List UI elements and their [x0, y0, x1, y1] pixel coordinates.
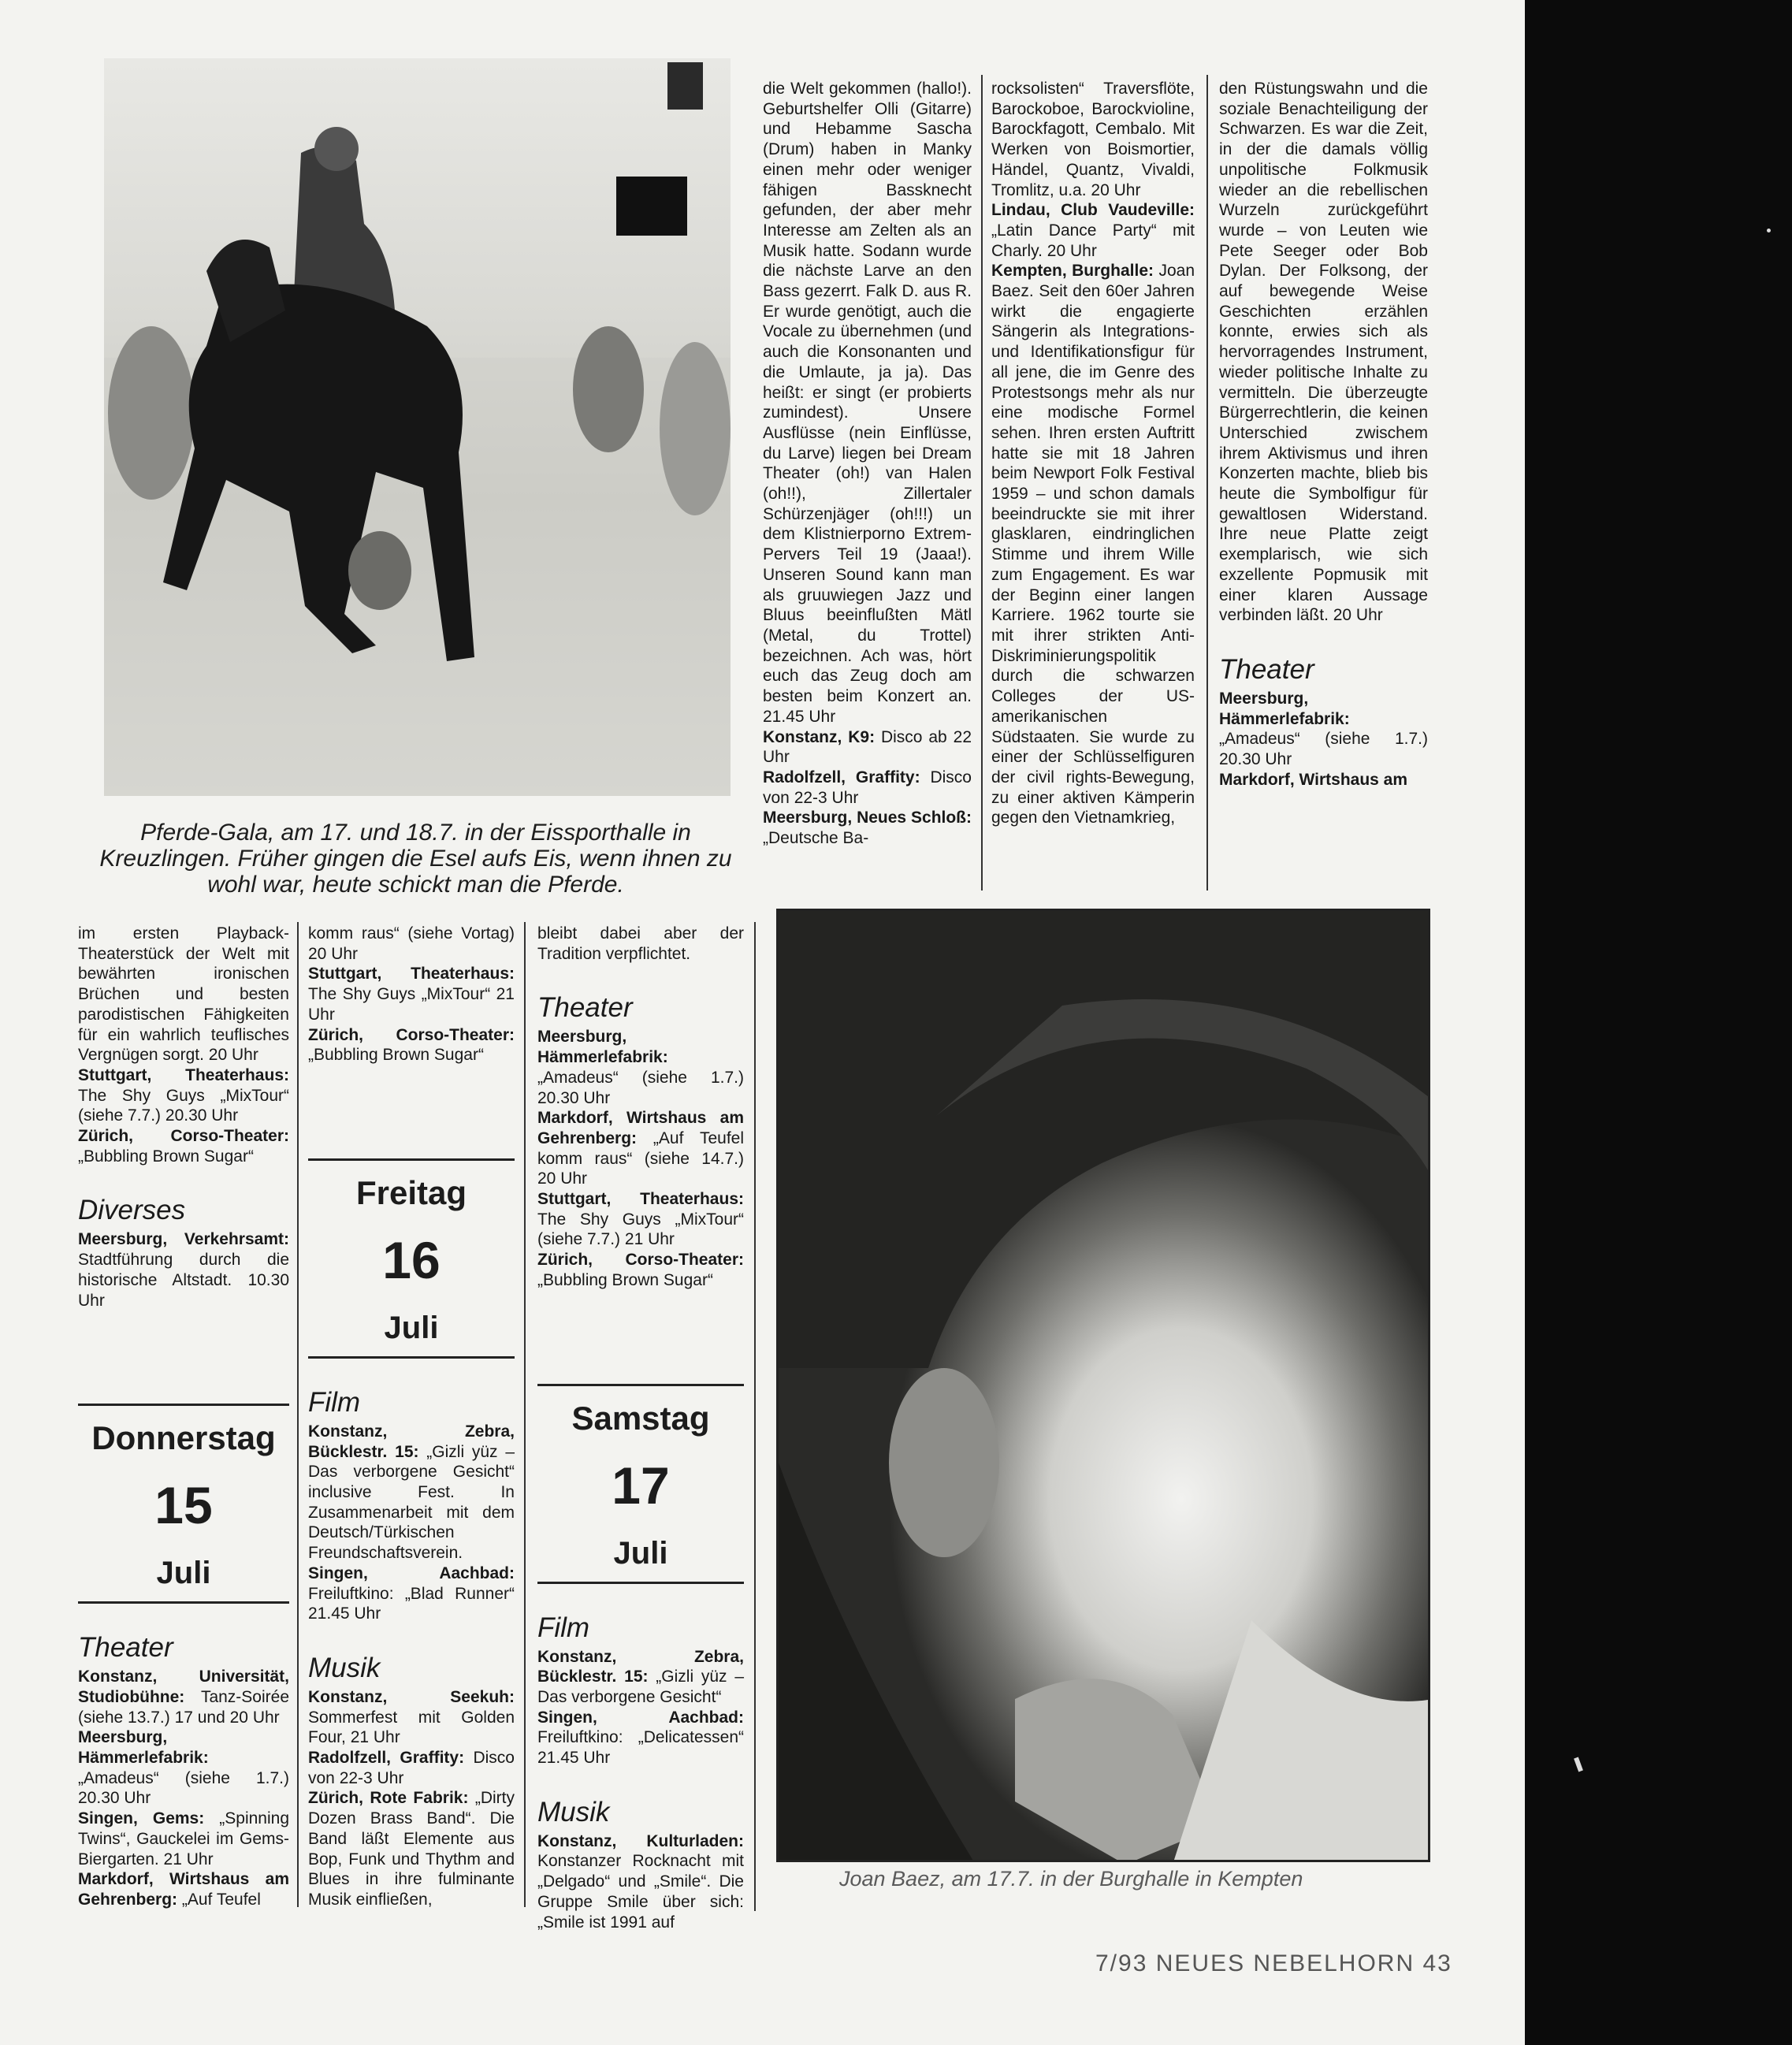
listing-entry [308, 1748, 515, 1788]
venue-label: Konstanz, Universität, Studiobühne: [78, 1668, 289, 1706]
scan-dust-speck [1767, 229, 1771, 232]
venue-label: Stuttgart, Theaterhaus: [308, 965, 515, 983]
listing-entry [308, 1025, 515, 1065]
article-column-3 [1219, 79, 1428, 790]
listing-entry [308, 924, 515, 964]
month-label: Juli [384, 1310, 439, 1345]
listing-text: „Auf Teufel komm raus“ (siehe 14.7.) 20 Uhr [537, 1128, 744, 1188]
listing-entry [537, 1647, 744, 1708]
section-heading: Film [537, 1612, 590, 1643]
section-heading: Theater [78, 1632, 173, 1664]
scan-dust-speck [1574, 1757, 1583, 1772]
venue-label: Stuttgart, Theaterhaus: [78, 1065, 289, 1084]
venue-label: Konstanz, Kulturladen: [537, 1831, 744, 1850]
day-number: 15 [154, 1476, 213, 1535]
listing-entry [78, 1809, 289, 1869]
venue-label: Zürich, Rote Fabrik: [308, 1789, 469, 1808]
venue-label: Singen, Gems: [78, 1809, 205, 1828]
horse-rider-illustration [104, 58, 731, 796]
listing-entry [537, 1189, 744, 1250]
listing-entry [763, 808, 972, 848]
listing-text: die Welt gekommen (hallo!). Geburtshelfer Olli (Gitarre) und Hebamme Sascha (Drum) haben in Manky einen mehr oder weniger fähigen Bassknecht gefunden, der aber mehr Interesse am Zelten als an Musik hatte. Sodann wurde die nächste Larve an den Bass gezerrt. Falk D. aus R. Er wurde genötigt, auch die Vocale zu übernehmen (und auch die Konsonanten und die Umlaute, ja ja). Das heißt: er singt (er probierts zumindest). Unsere Ausflüsse (nein Einflüsse, du Larve) liegen bei Dream Theater (oh!) van Halen (oh!!), Zillertaler Schürzenjäger (oh!!!) un dem Klistnierporno Extrem-Pervers Teil 19 (Jaaa!). Unseren Sound kann man als gruuwiegen Jazz und Bluus beeinflußten Mätl (Metal, du Trottel) bezeichnen. Ach was, hört euch das Zeug doch am besten beim Konzert an. 21.45 Uhr [763, 80, 972, 726]
listing-entry [78, 924, 289, 1065]
listing-text: „Auf Teufel [177, 1890, 261, 1909]
listing-entry [78, 1869, 289, 1909]
venue-label: Radolfzell, Graffity: [308, 1749, 465, 1768]
listing-text: „Amadeus“ (siehe 1.7.) 20.30 Uhr [537, 1068, 744, 1107]
listing-entry [308, 964, 515, 1024]
listing-entry [78, 1727, 289, 1809]
listing-entry [763, 768, 972, 808]
calendar-column-3 [537, 924, 744, 1932]
listing-text: „Deutsche Ba- [763, 829, 869, 848]
listing-entry [308, 1422, 515, 1563]
month-label: Juli [156, 1556, 211, 1591]
day-header [308, 1158, 515, 1359]
venue-label: Konstanz, Seekuh: [308, 1687, 515, 1706]
venue-label: Markdorf, Wirtshaus am [1219, 770, 1408, 789]
horse-gala-photo [104, 58, 731, 796]
venue-label: Meersburg, Hämmerlefabrik: [537, 1028, 668, 1067]
listing-text: „Dirty Dozen Brass Band“. Die Band läßt Elemente aus Bop, Funk und Thythm and Blues in ihre fulminante Musik einfließen, [308, 1789, 515, 1909]
listing-text: „Gizli yüz – Das verborgene Gesicht“ inclusive Fest. In Zusammenarbeit mit dem Deutsch/Türkischen Freundschaftsverein. [308, 1442, 515, 1563]
venue-label: Singen, Aachbad: [308, 1563, 515, 1582]
venue-label: Markdorf, Wirtshaus am Gehrenberg: [78, 1870, 289, 1909]
venue-label: Konstanz, Zebra, Bücklestr. 15: [308, 1422, 515, 1461]
article-column-1 [763, 79, 972, 849]
section-heading: Film [308, 1386, 361, 1418]
listing-text: Konstanzer Rocknacht mit „Delgado“ und „Smile“. Die Gruppe Smile über sich: „Smile ist 1991 auf [537, 1852, 744, 1932]
listing-text: Freiluftkino: „Delicatessen“ 21.45 Uhr [537, 1728, 744, 1768]
listing-text: The Shy Guys „MixTour“ (siehe 7.7.) 21 Uhr [537, 1210, 744, 1249]
venue-label: Radolfzell, Graffity: [763, 768, 920, 786]
venue-label: Singen, Aachbad: [537, 1708, 744, 1727]
listing-text: „Bubbling Brown Sugar“ [308, 1046, 484, 1065]
column-divider [524, 922, 526, 1907]
section-heading: Musik [537, 1796, 610, 1827]
day-header [537, 1384, 744, 1584]
listing-text: „Gizli yüz – Das verborgene Gesicht“ [537, 1668, 745, 1706]
listing-text: Disco ab 22 Uhr [763, 727, 972, 767]
listing-text: den Rüstungswahn und die soziale Benachteiligung der Schwarzen. Es war die Zeit, in der die damals völlig unpolitische Folkmusik wieder an die rebellischen Wurzeln zurückgeführt wurde – von Leuten wie Pete Seeger oder Bob Dylan. Der Folksong, der auf bewegende Weise Geschichten erzählen konnte, erwies sich als hervorragendes Instrument, wieder politische Inhalte zu vermitteln. Die überzeugte Bürgerrechtlerin, die keinen Unterschied zwischem ihrem Aktivismus und ihren Konzerten machte, blieb bis heute die Symbolfigur für gewaltlosen Widerstand. Ihre neue Platte zeigt exemplarisch, wie sich exzellente Popmusik mit einer klaren Aussage verbinden läßt. 20 Uhr [1219, 80, 1428, 625]
weekday-label: Freitag [355, 1173, 467, 1211]
listing-text: „Amadeus“ (siehe 1.7.) 20.30 Uhr [1219, 730, 1428, 769]
listing-entry [1219, 770, 1428, 790]
month-label: Juli [613, 1535, 668, 1571]
listing-text: rocksolisten“ Traversflöte, Barockoboe, Barockvioline, Barockfagott, Cembalo. Mit Werken von Boismortier, Händel, Quantz, Vivaldi, Tromlitz, u.a. 20 Uhr [991, 80, 1195, 199]
listing-entry [78, 1667, 289, 1727]
venue-label: Kempten, Burghalle: [991, 262, 1154, 281]
listing-entry [537, 1108, 744, 1189]
calendar-column-2 [308, 924, 515, 1910]
venue-label: Meersburg, Verkehrsamt: [78, 1230, 289, 1249]
listing-entry [991, 200, 1195, 261]
day-number: 16 [382, 1230, 441, 1289]
listing-text: The Shy Guys „MixTour“ 21 Uhr [308, 985, 515, 1024]
joan-baez-photo [776, 909, 1430, 1862]
listing-entry [308, 1788, 515, 1909]
listing-text: „Amadeus“ (siehe 1.7.) 20.30 Uhr [78, 1768, 289, 1808]
venue-label: Meersburg, Hämmerlefabrik: [1219, 689, 1350, 728]
venue-label: Konstanz, K9: [763, 727, 876, 746]
listing-entry [537, 1027, 744, 1108]
section-heading: Theater [1219, 653, 1314, 685]
article-column-2 [991, 79, 1195, 828]
column-divider [754, 922, 756, 1911]
listing-text: Sommerfest mit Golden Four, 21 Uhr [308, 1708, 515, 1747]
section-heading: Diverses [78, 1195, 186, 1226]
calendar-column-1 [78, 924, 289, 1910]
venue-label: Lindau, Club Vaudeville: [991, 201, 1195, 220]
listing-entry [78, 1126, 289, 1166]
listing-entry [78, 1065, 289, 1126]
listing-text: komm raus“ (siehe Vortag) 20 Uhr [308, 924, 515, 963]
day-header [78, 1404, 289, 1604]
venue-label: Meersburg, Neues Schloß: [763, 809, 972, 827]
day-number: 17 [612, 1456, 670, 1515]
horse-gala-caption: Pferde-Gala, am 17. und 18.7. in der Eissporthalle in Kreuzlingen. Früher gingen die Esel aufs Eis, wenn ihnen zu wohl war, heute schickt man die Pferde. [99, 820, 732, 898]
listing-text: „Bubbling Brown Sugar“ [78, 1147, 254, 1166]
weekday-label: Samstag [571, 1399, 710, 1437]
venue-label: Zürich, Corso-Theater: [308, 1025, 515, 1044]
listing-text: „Latin Dance Party“ mit Charly. 20 Uhr [991, 221, 1195, 260]
listing-text: „Spinning Twins“, Gauckelei im Gems-Biergarten. 21 Uhr [78, 1809, 289, 1868]
listing-entry [1219, 79, 1428, 626]
column-divider [297, 922, 299, 1907]
listing-text: im ersten Playback-Theaterstück der Welt mit bewährten ironischen Brüchen und besten parodistischen Fähigkeiten für ein wahrlich teuflisches Vergnügen sorgt. 20 Uhr [78, 924, 289, 1065]
listing-text: Disco von 22-3 Uhr [763, 768, 972, 807]
listing-entry [537, 1708, 744, 1768]
section-heading: Musik [308, 1652, 381, 1683]
joan-baez-caption: Joan Baez, am 17.7. in der Burghalle in Kempten [839, 1867, 1303, 1891]
listing-entry [537, 1831, 744, 1933]
listing-entry [1219, 689, 1428, 770]
portrait-illustration [779, 911, 1430, 1862]
listing-entry [763, 79, 972, 727]
column-divider [981, 75, 983, 891]
page-footer: 7/93 NEUES NEBELHORN 43 [1095, 1950, 1452, 1976]
listing-text: „Bubbling Brown Sugar“ [537, 1270, 713, 1289]
listing-text: Joan Baez. Seit den 60er Jahren wirkt die engagierte Sängerin als Integrations- und Identifikationsfigur für all jene, die im Genre des Protestsongs mehr als nur eine modische Formel sehen. Ihren ersten Auftritt hatte sie mit 18 Jahren beim Newport Folk Festival 1959 – und schon damals beeindruckte sie mit ihrer glasklaren, eindringlichen Stimme und ihrem Wille zum Engagement. Es war der Beginn einer langen Karriere. 1962 tourte sie mit ihrer strikten Anti-Diskriminierungspolitik durch die schwarzen Colleges der US-amerikanischen Südstaaten. Sie wurde zu einer der Schlüsselfiguren der civil rights-Bewegung, zu einer aktiven Kämperin gegen den Vietnamkrieg, [991, 262, 1195, 827]
listing-text: Disco von 22-3 Uhr [308, 1749, 515, 1787]
listing-entry [991, 261, 1195, 828]
column-divider [1206, 75, 1208, 891]
listing-entry [308, 1687, 515, 1748]
listing-entry [78, 1229, 289, 1311]
venue-label: Meersburg, Hämmerlefabrik: [78, 1728, 209, 1768]
venue-label: Zürich, Corso-Theater: [537, 1251, 744, 1270]
listing-entry [763, 727, 972, 768]
section-heading: Theater [537, 992, 633, 1024]
venue-label: Zürich, Corso-Theater: [78, 1127, 289, 1146]
listing-entry [991, 79, 1195, 200]
listing-text: Tanz-Soirée (siehe 13.7.) 17 und 20 Uhr [78, 1687, 289, 1727]
listing-entry [308, 1563, 515, 1624]
listing-text: bleibt dabei aber der Tradition verpflichtet. [537, 924, 744, 963]
listing-text: Freiluftkino: „Blad Runner“ 21.45 Uhr [308, 1584, 515, 1623]
venue-label: Konstanz, Zebra, Bücklestr. 15: [537, 1647, 744, 1686]
venue-label: Stuttgart, Theaterhaus: [537, 1190, 744, 1209]
listing-entry [537, 1250, 744, 1290]
venue-label: Markdorf, Wirtshaus am Gehrenberg: [537, 1109, 744, 1147]
listing-entry [537, 924, 744, 964]
weekday-label: Donnerstag [91, 1419, 276, 1457]
listing-text: The Shy Guys „MixTour“ (siehe 7.7.) 20.30 Uhr [78, 1086, 289, 1125]
listing-text: Stadtführung durch die historische Altstadt. 10.30 Uhr [78, 1251, 289, 1310]
